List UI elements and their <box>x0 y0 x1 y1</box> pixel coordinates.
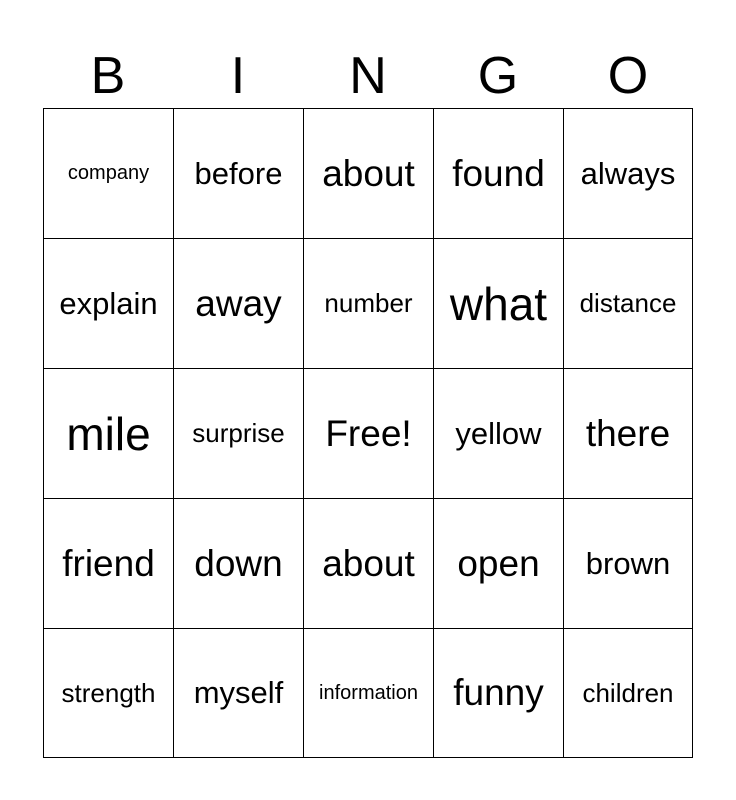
bingo-cell[interactable]: surprise <box>173 368 303 498</box>
header-letter-g: G <box>477 47 519 105</box>
bingo-cell[interactable]: number <box>303 238 433 368</box>
bingo-cell[interactable]: strength <box>43 628 173 758</box>
bingo-cell[interactable]: about <box>303 498 433 628</box>
bingo-cell[interactable]: there <box>563 368 693 498</box>
bingo-cell[interactable]: open <box>433 498 563 628</box>
bingo-cell[interactable]: down <box>173 498 303 628</box>
free-space-cell[interactable]: Free! <box>303 368 433 498</box>
bingo-cell[interactable]: company <box>43 108 173 238</box>
bingo-cell[interactable]: away <box>173 238 303 368</box>
bingo-board <box>43 108 693 757</box>
bingo-cell[interactable]: before <box>173 108 303 238</box>
bingo-cell[interactable]: explain <box>43 238 173 368</box>
bingo-cell[interactable]: brown <box>563 498 693 628</box>
bingo-header <box>43 44 693 108</box>
header-letter-b: B <box>90 47 126 105</box>
bingo-cell[interactable]: what <box>433 238 563 368</box>
bingo-cell[interactable]: funny <box>433 628 563 758</box>
header-letter-n: N <box>349 47 387 105</box>
header-letter-o: O <box>607 47 649 105</box>
bingo-cell[interactable]: always <box>563 108 693 238</box>
bingo-cell[interactable]: information <box>303 628 433 758</box>
bingo-cell[interactable]: children <box>563 628 693 758</box>
bingo-cell[interactable]: yellow <box>433 368 563 498</box>
bingo-cell[interactable]: mile <box>43 368 173 498</box>
bingo-cell[interactable]: myself <box>173 628 303 758</box>
bingo-cell[interactable]: found <box>433 108 563 238</box>
bingo-cell[interactable]: friend <box>43 498 173 628</box>
bingo-cell[interactable]: distance <box>563 238 693 368</box>
bingo-cell[interactable]: about <box>303 108 433 238</box>
header-letter-i: I <box>230 47 246 105</box>
